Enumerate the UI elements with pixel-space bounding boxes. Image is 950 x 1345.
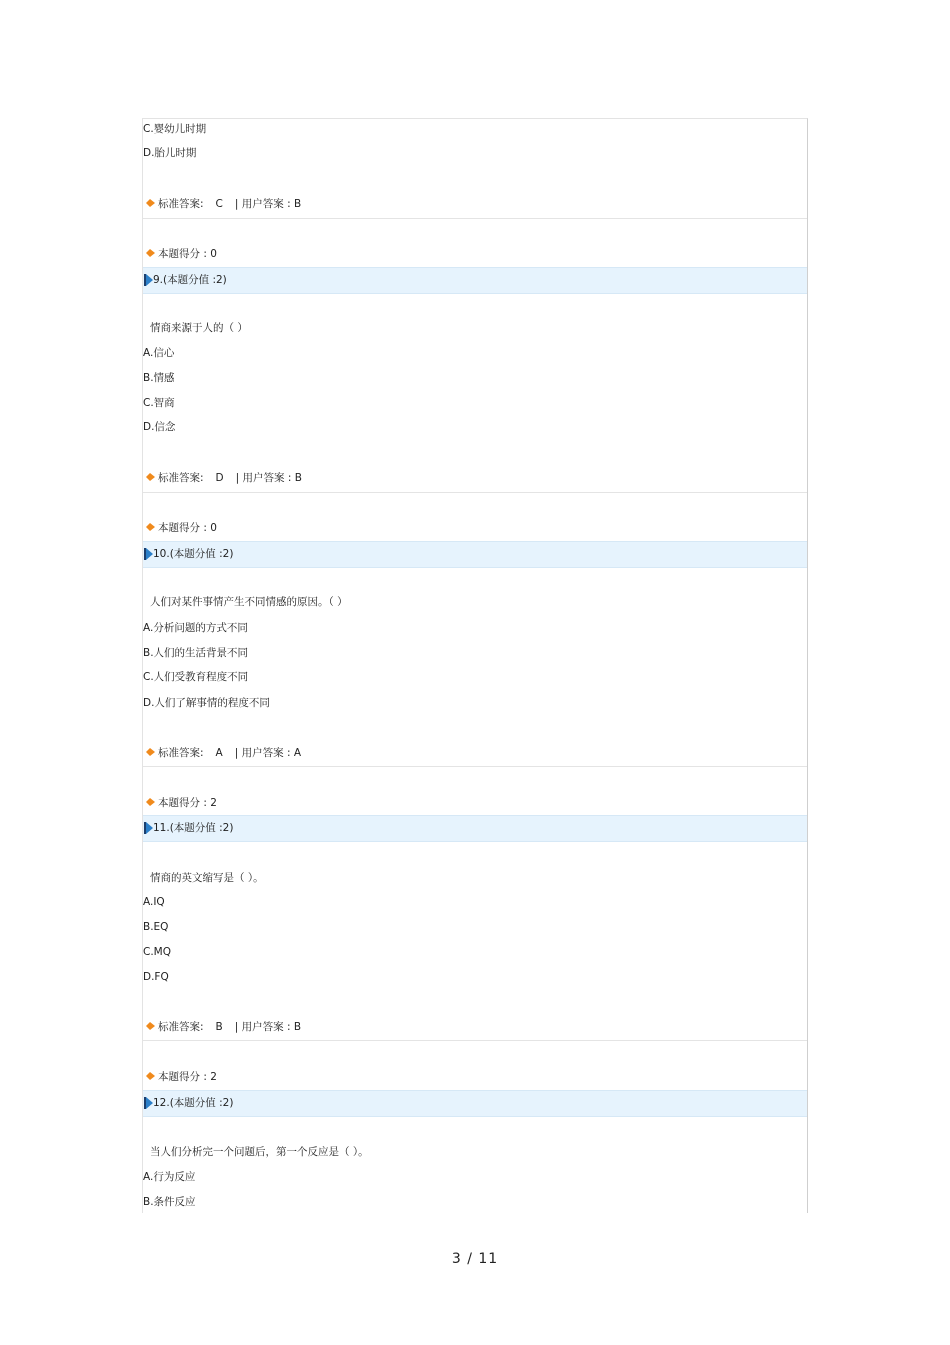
- standard-answer-value: B: [215, 1021, 223, 1033]
- answer-line: [145, 471, 302, 485]
- answer-line: [145, 746, 301, 760]
- orange-bullet-icon: [145, 1021, 156, 1031]
- question-number: 10.(本题分值 :2): [153, 548, 234, 560]
- orange-bullet-icon: [145, 797, 156, 807]
- blue-flag-icon: [144, 274, 153, 286]
- option-c: C.MQ: [143, 946, 171, 958]
- question-header: [143, 1090, 807, 1117]
- exam-content: [142, 118, 808, 1213]
- question-header: [143, 541, 807, 568]
- user-answer: | 用户答案 : B: [235, 472, 302, 484]
- option-b: B.人们的生活背景不同: [143, 647, 249, 659]
- standard-answer-value: D: [215, 472, 224, 484]
- orange-bullet-icon: [145, 472, 156, 482]
- standard-answer-value: A: [215, 747, 223, 759]
- score-line: [145, 1070, 217, 1084]
- divider: [143, 766, 807, 767]
- option-b: B.情感: [143, 372, 175, 384]
- orange-bullet-icon: [145, 248, 156, 258]
- user-answer: | 用户答案 : B: [234, 1021, 302, 1033]
- option-d: D.FQ: [143, 971, 169, 983]
- score-text: 本题得分 : 2: [158, 1071, 217, 1083]
- option-c: C.婴幼儿时期: [143, 123, 207, 135]
- question-stem: 情商来源于人的（ ）: [150, 322, 248, 334]
- orange-bullet-icon: [145, 747, 156, 757]
- user-answer: | 用户答案 : B: [234, 198, 302, 210]
- score-text: 本题得分 : 0: [158, 522, 217, 534]
- page-separator: /: [467, 1251, 473, 1267]
- option-a: A.分析问题的方式不同: [143, 622, 248, 634]
- score-text: 本题得分 : 0: [158, 248, 217, 260]
- option-a: A.IQ: [143, 896, 165, 908]
- blue-flag-icon: [144, 822, 153, 834]
- option-b: B.条件反应: [143, 1196, 196, 1208]
- option-c: C.人们受教育程度不同: [143, 671, 249, 683]
- answer-line: [145, 197, 301, 211]
- question-number: 9.(本题分值 :2): [153, 274, 227, 286]
- option-d: D.胎儿时期: [143, 147, 197, 159]
- score-line: [145, 796, 217, 810]
- standard-answer-value: C: [215, 198, 223, 210]
- standard-answer-label: 标准答案:: [158, 472, 204, 484]
- orange-bullet-icon: [145, 198, 156, 208]
- question-header: [143, 815, 807, 842]
- standard-answer-label: 标准答案:: [158, 747, 204, 759]
- divider: [143, 492, 807, 493]
- score-line: [145, 247, 217, 261]
- question-stem: 当人们分析完一个问题后，第一个反应是（ ）。: [150, 1146, 369, 1158]
- answer-line: [145, 1020, 301, 1034]
- orange-bullet-icon: [145, 522, 156, 532]
- option-c: C.智商: [143, 397, 175, 409]
- option-a: A.信心: [143, 347, 175, 359]
- option-d: D.信念: [143, 421, 176, 433]
- standard-answer-label: 标准答案:: [158, 1021, 204, 1033]
- score-line: [145, 521, 217, 535]
- divider: [143, 218, 807, 219]
- divider: [143, 1040, 807, 1041]
- option-a: A.行为反应: [143, 1171, 196, 1183]
- page-indicator: [0, 1251, 950, 1267]
- question-stem: 人们对某件事情产生不同情感的原因。（ ）: [150, 596, 348, 608]
- blue-flag-icon: [144, 548, 153, 560]
- total-pages: 11: [478, 1251, 499, 1267]
- option-d: D.人们了解事情的程度不同: [143, 697, 270, 709]
- standard-answer-label: 标准答案:: [158, 198, 204, 210]
- option-b: B.EQ: [143, 921, 169, 933]
- question-header: [143, 267, 807, 294]
- blue-flag-icon: [144, 1097, 153, 1109]
- question-number: 11.(本题分值 :2): [153, 822, 234, 834]
- question-number: 12.(本题分值 :2): [153, 1097, 234, 1109]
- question-stem: 情商的英文缩写是（ ）。: [150, 872, 264, 884]
- orange-bullet-icon: [145, 1071, 156, 1081]
- user-answer: | 用户答案 : A: [234, 747, 302, 759]
- score-text: 本题得分 : 2: [158, 797, 217, 809]
- current-page: 3: [451, 1251, 462, 1267]
